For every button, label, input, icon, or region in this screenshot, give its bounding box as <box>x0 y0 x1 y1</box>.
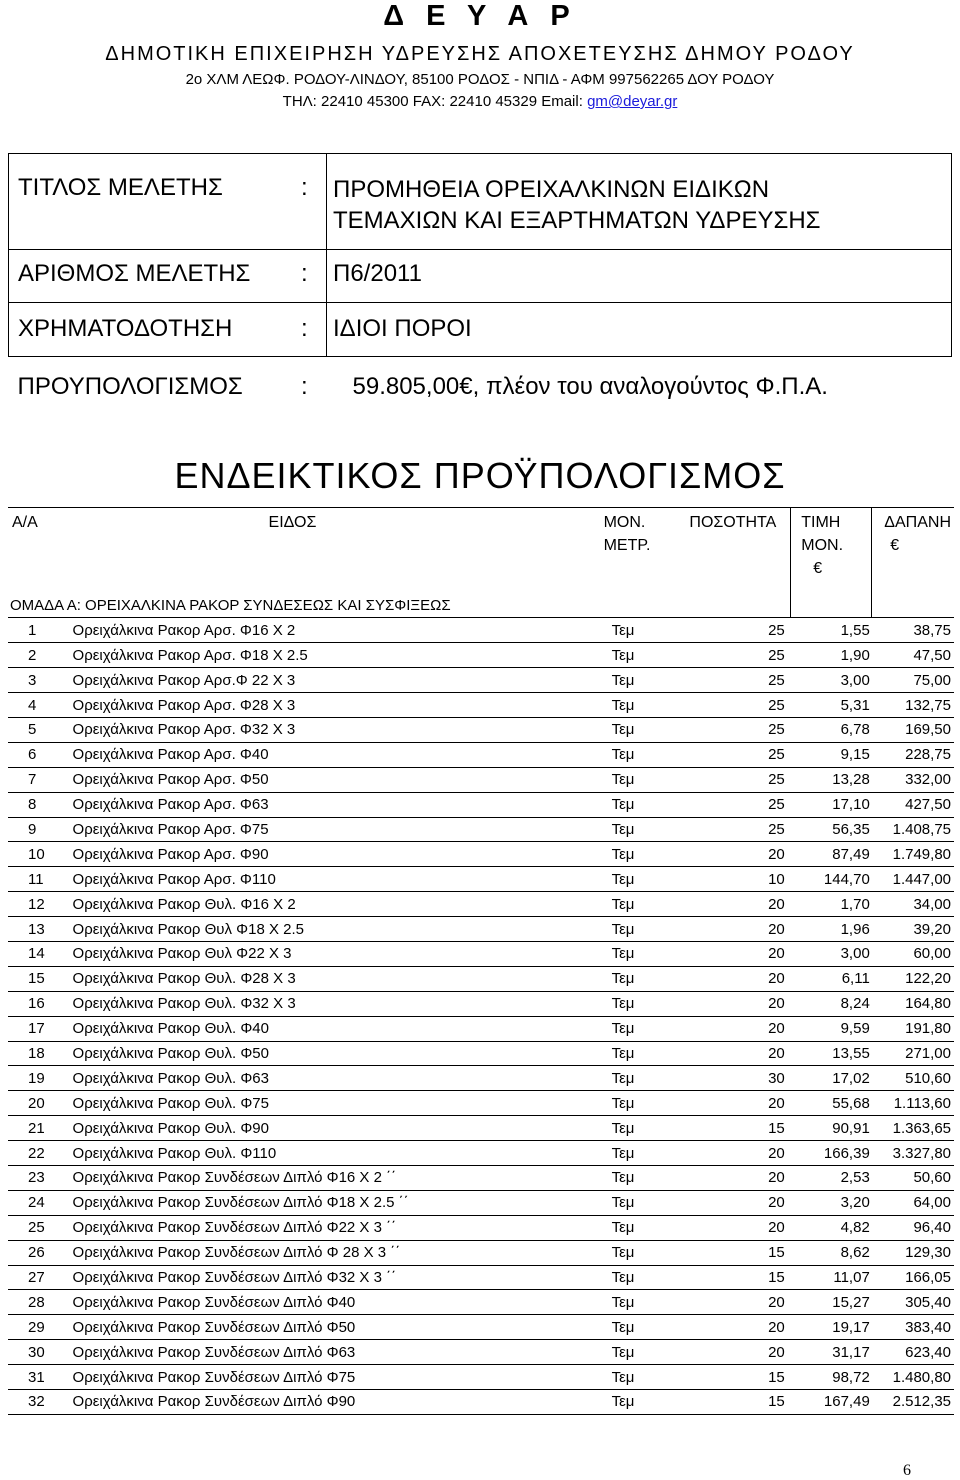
row-price: 5,31 <box>791 693 872 718</box>
row-total: 271,00 <box>872 1041 954 1066</box>
row-price: 3,00 <box>791 941 872 966</box>
row-qty: 25 <box>677 717 790 742</box>
row-aa: 10 <box>8 842 71 867</box>
header-price-line-2: ΜΟΝ. <box>801 537 844 554</box>
header-price <box>791 508 872 594</box>
header-total-line-2: € <box>890 537 900 554</box>
row-qty: 20 <box>677 1165 790 1190</box>
row-total: 38,75 <box>872 618 954 643</box>
row-price: 1,55 <box>791 618 872 643</box>
table-row <box>8 892 954 917</box>
row-unit: Τεμ <box>598 1141 678 1166</box>
table-row <box>8 1016 954 1041</box>
row-qty: 25 <box>677 792 790 817</box>
table-row <box>8 1066 954 1091</box>
row-qty: 25 <box>677 742 790 767</box>
budget-value: 59.805,00€, πλέον του αναλογούντος Φ.Π.Α. <box>352 373 828 400</box>
row-unit: Τεμ <box>598 842 678 867</box>
row-price: 9,15 <box>791 742 872 767</box>
row-unit: Τεμ <box>598 767 678 792</box>
row-desc: Ορειχάλκινα Ρακορ Θυλ. Φ40 <box>71 1016 598 1041</box>
row-desc: Ορειχάλκινα Ρακορ Συνδέσεων Διπλό Φ18 Χ 2.5 ΄΄ <box>71 1190 598 1215</box>
table-row <box>8 668 954 693</box>
row-unit: Τεμ <box>598 1066 678 1091</box>
row-aa: 15 <box>8 966 71 991</box>
row-aa: 2 <box>8 643 71 668</box>
table-row <box>8 941 954 966</box>
row-price: 19,17 <box>791 1315 872 1340</box>
row-total: 305,40 <box>872 1290 954 1315</box>
row-qty: 10 <box>677 867 790 892</box>
row-qty: 25 <box>677 668 790 693</box>
row-total: 60,00 <box>872 941 954 966</box>
row-price: 1,70 <box>791 892 872 917</box>
table-row <box>8 643 954 668</box>
row-price: 90,91 <box>791 1116 872 1141</box>
table-row <box>8 1091 954 1116</box>
header-price-line-1: ΤΙΜΗ <box>801 514 841 531</box>
row-desc: Ορειχάλκινα Ρακορ Θυλ. Φ75 <box>71 1091 598 1116</box>
table-row <box>8 1365 954 1390</box>
row-price: 9,59 <box>791 1016 872 1041</box>
row-total: 228,75 <box>872 742 954 767</box>
row-total: 164,80 <box>872 991 954 1016</box>
row-price: 144,70 <box>791 867 872 892</box>
row-price: 167,49 <box>791 1390 872 1415</box>
row-price: 1,96 <box>791 917 872 942</box>
row-total: 166,05 <box>872 1265 954 1290</box>
row-total: 1.480,80 <box>872 1365 954 1390</box>
row-qty: 25 <box>677 643 790 668</box>
org-contact <box>0 93 960 110</box>
row-desc: Ορειχάλκινα Ρακορ Θυλ. Φ28 Χ 3 <box>71 966 598 991</box>
group-empty-cell-2 <box>872 594 954 618</box>
row-aa: 9 <box>8 817 71 842</box>
row-price: 2,53 <box>791 1165 872 1190</box>
row-qty: 20 <box>677 1215 790 1240</box>
row-aa: 32 <box>8 1390 71 1415</box>
row-aa: 4 <box>8 693 71 718</box>
row-price: 11,07 <box>791 1265 872 1290</box>
row-aa: 18 <box>8 1041 71 1066</box>
title-colon: : <box>301 154 327 250</box>
funding-label: ΧΡΗΜΑΤΟΔΟΤΗΣΗ <box>9 303 302 357</box>
row-qty: 15 <box>677 1240 790 1265</box>
funding-colon: : <box>301 303 327 357</box>
row-total: 1.113,60 <box>872 1091 954 1116</box>
row-desc: Ορειχάλκινα Ρακορ Θυλ. Φ110 <box>71 1141 598 1166</box>
row-unit: Τεμ <box>598 1165 678 1190</box>
row-desc: Ορειχάλκινα Ρακορ Αρσ.Φ 22 Χ 3 <box>71 668 598 693</box>
row-unit: Τεμ <box>598 867 678 892</box>
row-desc: Ορειχάλκινα Ρακορ Αρσ. Φ16 Χ 2 <box>71 618 598 643</box>
row-price: 8,24 <box>791 991 872 1016</box>
row-unit: Τεμ <box>598 618 678 643</box>
row-desc: Ορειχάλκινα Ρακορ Συνδέσεων Διπλό Φ32 Χ 3 ΄΄ <box>71 1265 598 1290</box>
row-aa: 25 <box>8 1215 71 1240</box>
row-desc: Ορειχάλκινα Ρακορ Αρσ. Φ75 <box>71 817 598 842</box>
table-row <box>8 1141 954 1166</box>
row-desc: Ορειχάλκινα Ρακορ Συνδέσεων Διπλό Φ50 <box>71 1315 598 1340</box>
row-price: 31,17 <box>791 1340 872 1365</box>
row-qty: 20 <box>677 1290 790 1315</box>
contact-text: ΤΗΛ: 22410 45300 FAX: 22410 45329 Email: <box>282 93 588 110</box>
table-row <box>8 1240 954 1265</box>
org-subtitle: ΔΗΜΟΤΙΚΗ ΕΠΙΧΕΙΡΗΣΗ ΥΔΡΕΥΣΗΣ ΑΠΟΧΕΤΕΥΣΗΣ ΔΗΜΟΥ ΡΟΔΟΥ <box>105 43 855 65</box>
row-qty: 20 <box>677 1016 790 1041</box>
row-total: 96,40 <box>872 1215 954 1240</box>
row-total: 47,50 <box>872 643 954 668</box>
row-price: 1,90 <box>791 643 872 668</box>
row-desc: Ορειχάλκινα Ρακορ Θυλ. Φ16 Χ 2 <box>71 892 598 917</box>
row-price: 13,55 <box>791 1041 872 1066</box>
row-total: 623,40 <box>872 1340 954 1365</box>
row-unit: Τεμ <box>598 892 678 917</box>
row-total: 191,80 <box>872 1016 954 1041</box>
title-value-line-1: ΠΡΟΜΗΘΕΙΑ ΟΡΕΙΧΑΛΚΙΝΩΝ ΕΙΔΙΚΩΝ <box>333 176 770 203</box>
row-qty: 20 <box>677 1190 790 1215</box>
table-row <box>8 842 954 867</box>
row-aa: 16 <box>8 991 71 1016</box>
row-desc: Ορειχάλκινα Ρακορ Συνδέσεων Διπλό Φ63 <box>71 1340 598 1365</box>
row-price: 3,00 <box>791 668 872 693</box>
row-unit: Τεμ <box>598 792 678 817</box>
row-qty: 20 <box>677 1091 790 1116</box>
header-unit <box>598 508 678 594</box>
row-aa: 31 <box>8 1365 71 1390</box>
row-total: 129,30 <box>872 1240 954 1265</box>
row-price: 3,20 <box>791 1190 872 1215</box>
row-qty: 15 <box>677 1265 790 1290</box>
table-row <box>8 1041 954 1066</box>
budget-label: ΠΡΟΥΠΟΛΟΓΙΣΜΟΣ <box>17 373 243 400</box>
row-desc: Ορειχάλκινα Ρακορ Αρσ. Φ28 Χ 3 <box>71 693 598 718</box>
row-total: 132,75 <box>872 693 954 718</box>
row-aa: 12 <box>8 892 71 917</box>
row-aa: 20 <box>8 1091 71 1116</box>
row-desc: Ορειχάλκινα Ρακορ Θυλ Φ22 Χ 3 <box>71 941 598 966</box>
header-unit-line-2: ΜΕΤΡ. <box>603 537 651 554</box>
study-info-table <box>8 153 952 411</box>
number-colon: : <box>301 250 327 303</box>
row-total: 39,20 <box>872 917 954 942</box>
row-total: 169,50 <box>872 717 954 742</box>
row-aa: 1 <box>8 618 71 643</box>
row-unit: Τεμ <box>598 1315 678 1340</box>
title-value <box>327 154 952 250</box>
row-aa: 3 <box>8 668 71 693</box>
row-total: 510,60 <box>872 1066 954 1091</box>
row-unit: Τεμ <box>598 1290 678 1315</box>
table-row <box>8 1265 954 1290</box>
row-unit: Τεμ <box>598 643 678 668</box>
row-desc: Ορειχάλκινα Ρακορ Θυλ. Φ50 <box>71 1041 598 1066</box>
header-desc: ΕΙΔΟΣ <box>71 508 598 594</box>
row-desc: Ορειχάλκινα Ρακορ Συνδέσεων Διπλό Φ75 <box>71 1365 598 1390</box>
row-price: 6,11 <box>791 966 872 991</box>
row-qty: 20 <box>677 892 790 917</box>
row-price: 17,02 <box>791 1066 872 1091</box>
row-qty: 20 <box>677 1315 790 1340</box>
row-total: 383,40 <box>872 1315 954 1340</box>
header-price-line-3: € <box>813 560 823 577</box>
row-desc: Ορειχάλκινα Ρακορ Αρσ. Φ18 Χ 2.5 <box>71 643 598 668</box>
row-qty: 20 <box>677 1141 790 1166</box>
row-unit: Τεμ <box>598 668 678 693</box>
table-row <box>8 742 954 767</box>
table-row <box>8 1215 954 1240</box>
row-aa: 23 <box>8 1165 71 1190</box>
row-total: 75,00 <box>872 668 954 693</box>
row-unit: Τεμ <box>598 1091 678 1116</box>
row-total: 1.447,00 <box>872 867 954 892</box>
table-row <box>8 1290 954 1315</box>
group-empty-cell <box>791 594 872 618</box>
row-unit: Τεμ <box>598 817 678 842</box>
table-row <box>8 717 954 742</box>
header-total-line-1: ΔΑΠΑΝΗ <box>884 514 951 531</box>
table-row <box>8 618 954 643</box>
table-row <box>8 867 954 892</box>
row-total: 3.327,80 <box>872 1141 954 1166</box>
row-qty: 30 <box>677 1066 790 1091</box>
row-price: 13,28 <box>791 767 872 792</box>
row-aa: 24 <box>8 1190 71 1215</box>
funding-value: ΙΔΙΟΙ ΠΟΡΟΙ <box>327 303 952 357</box>
row-desc: Ορειχάλκινα Ρακορ Αρσ. Φ50 <box>71 767 598 792</box>
row-qty: 15 <box>677 1390 790 1415</box>
row-aa: 26 <box>8 1240 71 1265</box>
section-title: ΕΝΔΕΙΚΤΙΚΟΣ ΠΡΟΫΠΟΛΟΓΙΣΜΟΣ <box>174 455 786 496</box>
table-row <box>8 792 954 817</box>
header-qty: ΠΟΣΟΤΗΤΑ <box>677 508 790 594</box>
row-aa: 11 <box>8 867 71 892</box>
row-total: 50,60 <box>872 1165 954 1190</box>
budget-colon: : <box>301 373 308 400</box>
row-desc: Ορειχάλκινα Ρακορ Αρσ. Φ63 <box>71 792 598 817</box>
row-qty: 20 <box>677 991 790 1016</box>
row-desc: Ορειχάλκινα Ρακορ Αρσ. Φ40 <box>71 742 598 767</box>
number-label: ΑΡΙΘΜΟΣ ΜΕΛΕΤΗΣ <box>9 250 302 303</box>
table-row <box>8 767 954 792</box>
row-total: 122,20 <box>872 966 954 991</box>
table-row <box>8 1165 954 1190</box>
row-unit: Τεμ <box>598 717 678 742</box>
page-number: 6 <box>903 1462 911 1479</box>
header-total <box>872 508 954 594</box>
row-qty: 20 <box>677 1340 790 1365</box>
row-price: 87,49 <box>791 842 872 867</box>
table-row <box>8 1315 954 1340</box>
row-unit: Τεμ <box>598 917 678 942</box>
number-value: Π6/2011 <box>327 250 952 303</box>
row-unit: Τεμ <box>598 1041 678 1066</box>
row-price: 6,78 <box>791 717 872 742</box>
row-qty: 25 <box>677 693 790 718</box>
row-desc: Ορειχάλκινα Ρακορ Θυλ. Φ32 Χ 3 <box>71 991 598 1016</box>
row-price: 4,82 <box>791 1215 872 1240</box>
row-desc: Ορειχάλκινα Ρακορ Αρσ. Φ110 <box>71 867 598 892</box>
row-price: 166,39 <box>791 1141 872 1166</box>
row-aa: 14 <box>8 941 71 966</box>
row-unit: Τεμ <box>598 742 678 767</box>
row-desc: Ορειχάλκινα Ρακορ Θυλ. Φ90 <box>71 1116 598 1141</box>
row-qty: 25 <box>677 817 790 842</box>
row-total: 64,00 <box>872 1190 954 1215</box>
row-aa: 21 <box>8 1116 71 1141</box>
row-unit: Τεμ <box>598 1265 678 1290</box>
title-label: ΤΙΤΛΟΣ ΜΕΛΕΤΗΣ <box>9 154 302 250</box>
row-desc: Ορειχάλκινα Ρακορ Συνδέσεων Διπλό Φ90 <box>71 1390 598 1415</box>
row-total: 332,00 <box>872 767 954 792</box>
row-qty: 20 <box>677 842 790 867</box>
row-total: 2.512,35 <box>872 1390 954 1415</box>
row-aa: 6 <box>8 742 71 767</box>
row-aa: 27 <box>8 1265 71 1290</box>
header-unit-line-1: ΜΟΝ. <box>603 514 646 531</box>
row-total: 1.363,65 <box>872 1116 954 1141</box>
row-aa: 28 <box>8 1290 71 1315</box>
row-unit: Τεμ <box>598 1215 678 1240</box>
email-link[interactable]: gm@deyar.gr <box>587 93 678 110</box>
row-unit: Τεμ <box>598 1116 678 1141</box>
row-desc: Ορειχάλκινα Ρακορ Συνδέσεων Διπλό Φ16 Χ 2 ΄΄ <box>71 1165 598 1190</box>
budget-table <box>8 507 954 1415</box>
row-aa: 29 <box>8 1315 71 1340</box>
row-unit: Τεμ <box>598 966 678 991</box>
table-row <box>8 1190 954 1215</box>
org-title: Δ Ε Υ Α Ρ <box>383 0 577 32</box>
row-aa: 7 <box>8 767 71 792</box>
row-aa: 8 <box>8 792 71 817</box>
table-row <box>8 917 954 942</box>
row-total: 427,50 <box>872 792 954 817</box>
row-qty: 25 <box>677 618 790 643</box>
row-desc: Ορειχάλκινα Ρακορ Συνδέσεων Διπλό Φ40 <box>71 1290 598 1315</box>
row-total: 1.749,80 <box>872 842 954 867</box>
row-unit: Τεμ <box>598 1340 678 1365</box>
row-qty: 20 <box>677 917 790 942</box>
row-unit: Τεμ <box>598 941 678 966</box>
row-price: 56,35 <box>791 817 872 842</box>
row-price: 98,72 <box>791 1365 872 1390</box>
row-qty: 20 <box>677 941 790 966</box>
row-unit: Τεμ <box>598 1365 678 1390</box>
row-qty: 25 <box>677 767 790 792</box>
row-desc: Ορειχάλκινα Ρακορ Αρσ. Φ90 <box>71 842 598 867</box>
table-row <box>8 1390 954 1415</box>
row-desc: Ορειχάλκινα Ρακορ Συνδέσεων Διπλό Φ 28 Χ 3 ΄΄ <box>71 1240 598 1265</box>
row-desc: Ορειχάλκινα Ρακορ Αρσ. Φ32 Χ 3 <box>71 717 598 742</box>
row-unit: Τεμ <box>598 1190 678 1215</box>
table-row <box>8 1340 954 1365</box>
row-total: 34,00 <box>872 892 954 917</box>
title-value-line-2: ΤΕΜΑΧΙΩΝ ΚΑΙ ΕΞΑΡΤΗΜΑΤΩΝ ΥΔΡΕΥΣΗΣ <box>333 207 821 234</box>
row-unit: Τεμ <box>598 1016 678 1041</box>
row-unit: Τεμ <box>598 1240 678 1265</box>
row-price: 15,27 <box>791 1290 872 1315</box>
row-aa: 13 <box>8 917 71 942</box>
row-desc: Ορειχάλκινα Ρακορ Συνδέσεων Διπλό Φ22 Χ 3 ΄΄ <box>71 1215 598 1240</box>
row-unit: Τεμ <box>598 991 678 1016</box>
table-row <box>8 991 954 1016</box>
row-aa: 19 <box>8 1066 71 1091</box>
row-aa: 17 <box>8 1016 71 1041</box>
row-unit: Τεμ <box>598 693 678 718</box>
row-aa: 5 <box>8 717 71 742</box>
group-heading: ΟΜΑΔΑ Α: ΟΡΕΙΧΑΛΚΙΝΑ ΡΑΚΟΡ ΣΥΝΔΕΣΕΩΣ ΚΑΙ ΣΥΣΦΙΞΕΩΣ <box>8 594 791 618</box>
row-price: 17,10 <box>791 792 872 817</box>
row-qty: 15 <box>677 1365 790 1390</box>
row-qty: 20 <box>677 966 790 991</box>
row-aa: 22 <box>8 1141 71 1166</box>
org-address: 2ο ΧΛΜ ΛΕΩΦ. ΡΟΔΟΥ-ΛΙΝΔΟΥ, 85100 ΡΟΔΟΣ - ΝΠΙΔ - ΑΦΜ 997562265 ΔΟΥ ΡΟΔΟΥ <box>185 71 775 88</box>
row-unit: Τεμ <box>598 1390 678 1415</box>
row-aa: 30 <box>8 1340 71 1365</box>
table-row <box>8 1116 954 1141</box>
row-desc: Ορειχάλκινα Ρακορ Θυλ. Φ63 <box>71 1066 598 1091</box>
header-aa: Α/Α <box>8 508 71 594</box>
row-total: 1.408,75 <box>872 817 954 842</box>
row-qty: 15 <box>677 1116 790 1141</box>
table-row <box>8 817 954 842</box>
row-desc: Ορειχάλκινα Ρακορ Θυλ Φ18 Χ 2.5 <box>71 917 598 942</box>
row-price: 55,68 <box>791 1091 872 1116</box>
row-qty: 20 <box>677 1041 790 1066</box>
table-row <box>8 966 954 991</box>
table-row <box>8 693 954 718</box>
row-price: 8,62 <box>791 1240 872 1265</box>
